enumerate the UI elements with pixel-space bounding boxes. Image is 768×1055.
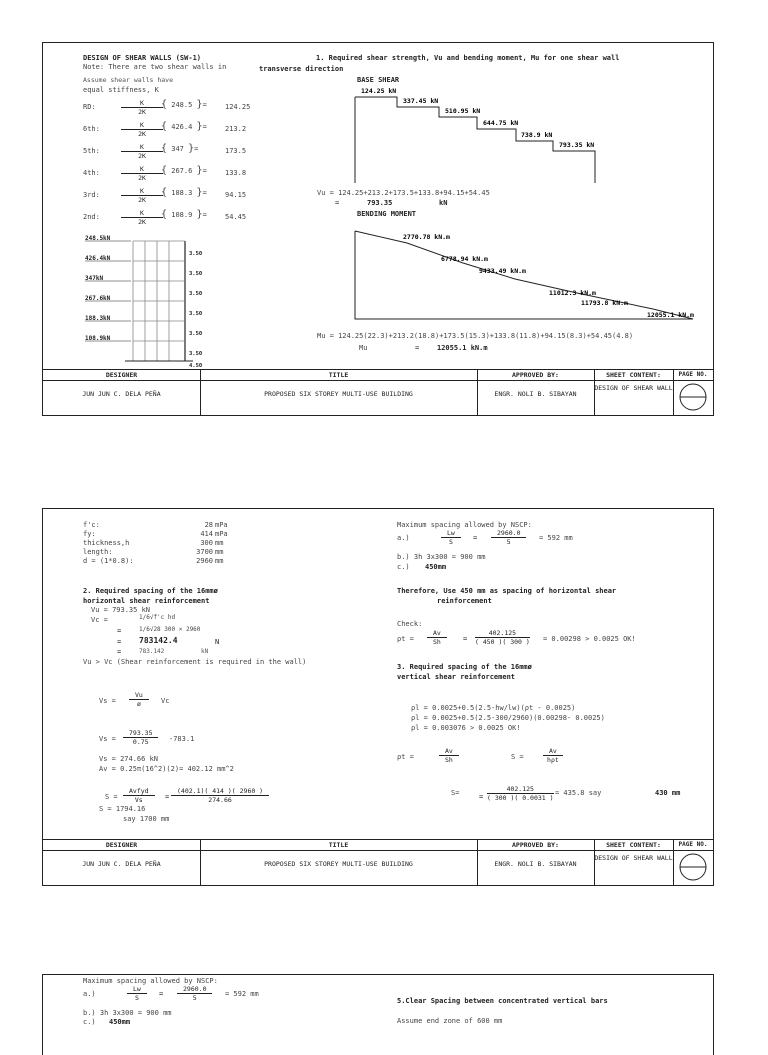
sheet1-title: DESIGN OF SHEAR WALLS (SW-1)	[83, 54, 202, 62]
designer-cell: DESIGNER JUN JUN C. DELA PEÑA	[43, 370, 201, 415]
mu-value: 12055.1 kN.m	[437, 344, 488, 352]
floor-share: 54.45	[225, 213, 247, 221]
nscp-b: b.) 3h 3x300 = 900 mm	[83, 1009, 172, 1017]
approved-cell: APPROVED BY: ENGR. NOLI B. SIBAYAN	[477, 840, 595, 885]
note-line-1b: transverse direction	[259, 65, 344, 73]
floor-force: { 347 }=	[161, 143, 199, 154]
vu-vc-check: Vu > Vc (Shear reinforcement is required in the wall)	[83, 658, 307, 666]
nscp-a-fraction: $\frac{Lw}{S}$	[441, 529, 461, 546]
required-strength-heading: 1. Required shear strength, Vu and bending moment, Mu for one shear wall	[316, 54, 620, 62]
rho-l-2: ρl = 0.0025+0.5(2.5-300/2960)(0.00298- 0.0025)	[411, 714, 605, 722]
section-2-heading-b: horizontal shear reinforcement	[83, 597, 210, 605]
vu-eq-sign: =	[335, 199, 340, 207]
floor-force: { 108.9 }=	[161, 209, 207, 220]
rho-t-fraction: $\frac{Av}{Sh}$	[439, 747, 459, 764]
frame-diagram	[85, 231, 255, 371]
storey-height-label: 3.50	[189, 351, 203, 357]
nscp-title: Maximum spacing allowed by NSCP:	[397, 521, 532, 529]
stiffness-fraction: $\frac{K}{2K}$	[121, 187, 163, 204]
end-zone-line: Assume end zone of 600 mm	[397, 1017, 503, 1025]
moment-value-label: 2770.78 kN.m	[403, 233, 450, 241]
page-no-cell: PAGE NO.	[673, 840, 713, 885]
vc-newtons: 783142.4	[139, 636, 178, 645]
nscp-c-value: 450mm	[109, 1018, 131, 1026]
check-label: Check:	[397, 620, 423, 628]
s-value: S = 1794.16	[99, 805, 146, 813]
property-value: 2960	[196, 557, 213, 565]
note-line-3: equal stiffness, K	[83, 86, 159, 94]
note-line-1: Note: There are two shear walls in	[83, 63, 227, 71]
load-label: 426.4kN	[85, 255, 111, 262]
storey-height-label: 3.50	[189, 271, 203, 277]
property-unit: mPa	[215, 521, 228, 529]
nscp-b: b.) 3h 3x300 = 900 mm	[397, 553, 486, 561]
bending-moment-title: BENDING MOMENT	[357, 210, 417, 218]
floor-force: { 426.4 }=	[161, 121, 207, 132]
vs-result: Vs = 274.66 kN	[99, 755, 159, 763]
floor-force: { 188.3 }=	[161, 187, 207, 198]
moment-value-label: 9433.49 kN.m	[479, 267, 526, 275]
property-unit: mPa	[215, 530, 228, 538]
floor-label: 4th:	[83, 169, 100, 177]
rho-l-3: ρl = 0.003076 > 0.0025 OK!	[411, 724, 521, 732]
mu-eq-sign: =	[415, 344, 420, 352]
base-shear-title: BASE SHEAR	[357, 76, 400, 84]
vu-unit: kN	[439, 199, 448, 207]
floor-share: 133.8	[225, 169, 247, 177]
base-shear-diagram	[353, 83, 613, 183]
vs2-fraction: $\frac{793.35}{0.75}$	[123, 729, 158, 746]
property-name: length:	[83, 548, 113, 556]
page-circle-icon	[677, 853, 709, 881]
floor-share: 124.25	[225, 103, 251, 111]
property-name: fy:	[83, 530, 96, 538]
shear-value-label: 738.9 kN	[521, 131, 553, 139]
storey-height-label: 3.50	[189, 291, 203, 297]
section-5-heading: 5.Clear Spacing between concentrated vertical bars	[397, 997, 608, 1005]
property-value: 414	[200, 530, 213, 538]
s3-say: 430 mm	[655, 789, 681, 797]
property-unit: mm	[215, 548, 224, 556]
stiffness-fraction: $\frac{K}{2K}$	[121, 143, 163, 160]
approver-name: ENGR. NOLI B. SIBAYAN	[494, 390, 577, 398]
floor-force: { 248.5 }=	[161, 99, 207, 110]
floor-share: 173.5	[225, 147, 247, 155]
vu-equation: Vu = 124.25+213.2+173.5+133.8+94.15+54.45	[317, 189, 490, 197]
sheet-2: f'c: 28 mPa fy: 414 mPa thickness,h 300 mm length: 3700 mm d = (1*0.8): 2960 mm 2. Required spacing of the 16mmø horizontal shear reinforcement Vu = 793.35 kN Vc = 1/6√f'c hd = 1/6√28 300 × 2960 = 783142.4 N = 783.142 kN Vu > Vc (Shear reinforcement is required in the wall) Vs = $\frac{Vu}{ø}$ Vc Vs = $\frac{793.35}{0.75}$ -783.1 Vs = 274.66 kN Av = 0.25π(16^2)(2)= 402.12 mm^2 S = Avfyd Vs = $\frac{(402.1)( 414 )( 2960 )}{274.66}$ S = 1794.16 say 1700 mm Maximum spacing allowed by NSCP: a.) $\frac{Lw}{S}$ = $\frac{2960.0}{5}$ = 592 mm b.) 3h 3x300 = 900 mm c.) 450mm Therefore, Use 450 mm as spacing of horizontal shear reinforcement Check: ρt = $\frac{Av}{Sh}$ = $\frac{402.125}{( 450 )( 300 )}$ = 0.00298 > 0.0025 OK! 3. Required spacing of the 16mmø vertical shear reinforcement ρl = 0.0025+0.5(2.5-hw/lw)(ρt - 0.0025) ρl = 0.0025+0.5(2.5-300/2960)(0.00298- 0.0025) ρl = 0.003076 > 0.0025 OK! ρt = $\frac{Av}{Sh}$ S = Av hρt S= = $\frac{402.125}{( 300 )( 0.0031 )}$ = 435.8 say 430 mm DESIGNER JUN JUN C. DELA PEÑA TITLE PROPOSED SIX STOREY MULTI-USE BUILDING APPROVED BY: ENGR. NOLI B. SIBAYAN SHEET CONTENT: DESIGN OF SHEAR WALL PAGE NO.	[42, 508, 714, 886]
sheet-3: Maximum spacing allowed by NSCP: a.) $\frac{Lw}{S}$ = $\frac{2960.0}{5}$ = 592 mm b.) 3h 3x300 = 900 mm c.) 450mm 5.Clear Spacing between concentrated vertical bars Assume end zone of 600 mm	[42, 974, 714, 1055]
floor-label: 6th:	[83, 125, 100, 133]
nscp-a-values: $\frac{2960.0}{5}$	[491, 529, 526, 546]
nscp-c-value: 450mm	[425, 563, 447, 571]
shear-value-label: 337.45 kN	[403, 97, 439, 105]
vc-substitution: 1/6√28 300 × 2960	[139, 626, 201, 633]
therefore-line: Therefore, Use 450 mm as spacing of horizontal shear	[397, 587, 617, 595]
bending-moment-diagram	[353, 223, 713, 333]
storey-height-label: 4.50	[189, 363, 203, 369]
vc-formula: 1/6√f'c hd	[139, 614, 176, 621]
vc-kn: 783.142	[139, 648, 165, 655]
vs-fraction: $\frac{Vu}{ø}$	[129, 691, 149, 708]
floor-label: RD:	[83, 103, 96, 111]
moment-value-label: 11793.8 kN.m	[581, 299, 628, 307]
designer-cell: DESIGNER JUN JUN C. DELA PEÑA	[43, 840, 201, 885]
section-3-heading-b: vertical shear reinforcement	[397, 673, 516, 681]
approver-name: ENGR. NOLI B. SIBAYAN	[494, 860, 577, 868]
vu-line: Vu = 793.35 kN	[91, 606, 151, 614]
load-label: 267.6kN	[85, 295, 111, 302]
property-value: 3700	[196, 548, 213, 556]
storey-height-label: 3.50	[189, 311, 203, 317]
shear-value-label: 793.35 kN	[559, 141, 595, 149]
sheet-content-cell: SHEET CONTENT: DESIGN OF SHEAR WALL	[594, 370, 674, 415]
load-label: 188.3kN	[85, 315, 111, 322]
s-fraction-values: $\frac{(402.1)( 414 )( 2960 )}{274.66}$	[171, 787, 269, 804]
floor-force: { 267.6 }=	[161, 165, 207, 176]
rho-result: = 0.00298 > 0.0025 OK!	[543, 635, 636, 643]
vu-value: 793.35	[367, 199, 393, 207]
load-label: 347kN	[85, 275, 104, 282]
moment-value-label: 11012.3 kN.m	[549, 289, 596, 297]
s2-fraction: Av hρt	[543, 747, 563, 764]
s3-fraction: $\frac{402.125}{( 300 )( 0.0031 )}$	[487, 785, 554, 802]
vc-line: Vc =	[91, 616, 108, 624]
storey-height-label: 3.50	[189, 331, 203, 337]
floor-label: 3rd:	[83, 191, 100, 199]
floor-share: 94.15	[225, 191, 247, 199]
moment-value-label: 6778.94 kN.m	[441, 255, 488, 263]
nscp-a-fraction: $\frac{Lw}{S}$	[127, 985, 147, 1002]
property-name: f'c:	[83, 521, 100, 529]
note-line-2: Assume shear walls have	[83, 76, 174, 84]
s-fraction: Avfyd Vs	[123, 787, 155, 804]
section-2-heading: 2. Required spacing of the 16mmø	[83, 587, 218, 595]
nscp-a-values: $\frac{2960.0}{5}$	[177, 985, 212, 1002]
rho-values: $\frac{402.125}{( 450 )( 300 )}$	[475, 629, 530, 646]
property-unit: mm	[215, 557, 224, 565]
storey-height-label: 3.50	[189, 251, 203, 257]
project-title: PROPOSED SIX STOREY MULTI-USE BUILDING	[264, 390, 413, 398]
property-unit: mm	[215, 539, 224, 547]
rho-fraction: $\frac{Av}{Sh}$	[427, 629, 447, 646]
sheet-content: DESIGN OF SHEAR WALL	[594, 384, 673, 392]
property-name: thickness,h	[83, 539, 130, 547]
mu-label: Mu	[359, 344, 368, 352]
stiffness-fraction: $\frac{K}{2K}$	[121, 121, 163, 138]
stiffness-fraction: $\frac{K}{2K}$	[121, 165, 163, 182]
sheet-content-cell: SHEET CONTENT: DESIGN OF SHEAR WALL	[594, 840, 674, 885]
property-value: 300	[200, 539, 213, 547]
av-line: Av = 0.25π(16^2)(2)= 402.12 mm^2	[99, 765, 234, 773]
project-title: PROPOSED SIX STOREY MULTI-USE BUILDING	[264, 860, 413, 868]
stiffness-fraction: $\frac{K}{2K}$	[121, 209, 163, 226]
designer-name: JUN JUN C. DELA PEÑA	[82, 390, 161, 398]
title-block	[43, 839, 713, 885]
page-no-cell: PAGE NO.	[673, 370, 713, 415]
moment-value-label: 12055.1 kN.m	[647, 311, 694, 319]
approved-cell: APPROVED BY: ENGR. NOLI B. SIBAYAN	[477, 370, 595, 415]
load-label: 248.5kN	[85, 235, 111, 242]
stiffness-fraction: $\frac{K}{2K}$	[121, 99, 163, 116]
designer-name: JUN JUN C. DELA PEÑA	[82, 860, 161, 868]
title-cell: TITLE PROPOSED SIX STOREY MULTI-USE BUILDING	[200, 840, 478, 885]
nscp-title: Maximum spacing allowed by NSCP:	[83, 977, 218, 985]
property-value: 28	[204, 521, 213, 529]
s-say: say 1700 mm	[123, 815, 170, 823]
floor-share: 213.2	[225, 125, 247, 133]
title-cell: TITLE PROPOSED SIX STOREY MULTI-USE BUILDING	[200, 370, 478, 415]
therefore-line-b: reinforcement	[437, 597, 492, 605]
sheet-content: DESIGN OF SHEAR WALL	[594, 854, 673, 862]
floor-label: 2nd:	[83, 213, 100, 221]
load-label: 108.9kN	[85, 335, 111, 342]
mu-equation: Mu = 124.25(22.3)+213.2(18.8)+173.5(15.3)+133.8(11.8)+94.15(8.3)+54.45(4.8)	[317, 332, 634, 340]
section-3-heading: 3. Required spacing of the 16mmø	[397, 663, 532, 671]
page-circle-icon	[677, 383, 709, 411]
title-block	[43, 369, 713, 415]
property-name: d = (1*0.8):	[83, 557, 134, 565]
rho-l-1: ρl = 0.0025+0.5(2.5-hw/lw)(ρt - 0.0025)	[411, 704, 576, 712]
shear-value-label: 644.75 kN	[483, 119, 519, 127]
shear-value-label: 510.95 kN	[445, 107, 481, 115]
floor-label: 5th:	[83, 147, 100, 155]
shear-value-label: 124.25 kN	[361, 87, 397, 95]
sheet-1	[42, 42, 714, 416]
